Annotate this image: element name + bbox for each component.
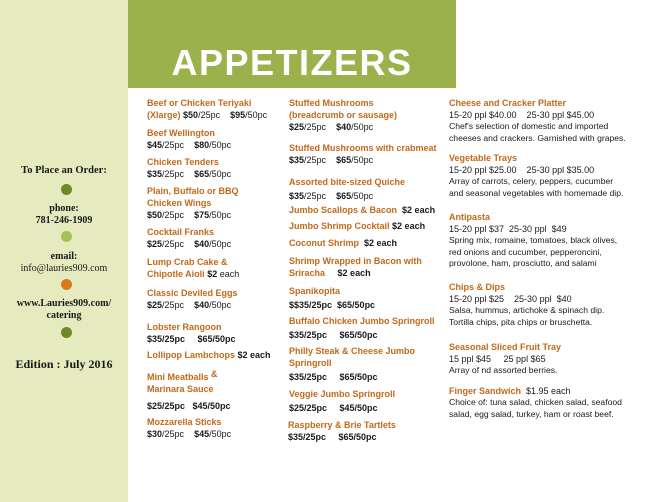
- menu-item-tenders: Chicken Tenders $35/25pc $65/50pc: [147, 157, 232, 179]
- menu-item-shrimp-cocktail: Jumbo Shrimp Cocktail $2 each: [289, 221, 426, 231]
- order-heading: To Place an Order:: [21, 165, 107, 176]
- menu-item-scallops: Jumbo Scallops & Bacon $2 each: [289, 205, 436, 215]
- edition-label: Edition : July 2016: [15, 357, 113, 371]
- menu-item-cheese-platter: Cheese and Cracker Platter 15-20 ppl $40.00 25-30 ppl $45.00 Chef's selection of domestic and imported cheeses and crackers. Garnished with grapes.: [449, 98, 626, 143]
- menu-item-franks: Cocktail Franks $25/25pc $40/50pc: [147, 227, 232, 249]
- menu-item-rangoon: Lobster Rangoon $35/25pc $65/50pc: [147, 322, 236, 344]
- email-label: email:: [50, 251, 78, 262]
- menu-item-buffalo-springroll: Buffalo Chicken Jumbo Springroll $35/25pc $65/50pc: [289, 316, 435, 340]
- menu-item-quiche: Assorted bite-sized Quiche $35/25pc $65/50pc: [289, 177, 406, 201]
- menu-item-coconut-shrimp: Coconut Shrimp $2 each: [289, 238, 398, 248]
- menu-item-vegetable-trays: Vegetable Trays 15-20 ppl $25.00 25-30 ppl $35.00 Array of carrots, celery, peppers, cucumber and seasonal vegetables with homemade dip.: [449, 153, 624, 198]
- menu-item-crab-cake: Lump Crab Cake & Chipotle Aioli $2 each: [147, 257, 240, 279]
- menu-item-teriyaki: Beef or Chicken Teriyaki (Xlarge) $50/25pc $95/50pc: [147, 98, 268, 120]
- bullet-dot-icon: [61, 184, 72, 195]
- website-link-line1[interactable]: www.Lauries909.com/: [16, 298, 112, 309]
- menu-item-shrimp-bacon: Shrimp Wrapped in Bacon with Sriracha $2 each: [289, 256, 422, 278]
- menu-item-mozzarella: Mozzarella Sticks $30/25pc $45/50pc: [147, 417, 232, 439]
- menu-item-spanikopita: Spanikopita $$35/25pc $65/50pc: [289, 286, 376, 310]
- bullet-dot-icon: [61, 279, 72, 290]
- menu-item-antipasta: Antipasta 15-20 ppl $37 25-30 ppl $49 Spring mix, romaine, tomatoes, black olives, red onions and cucumber, pepperoncini, provolone, ham, prosciutto, and salami: [449, 212, 618, 268]
- phone-label: phone:: [49, 203, 79, 214]
- website-link-line2[interactable]: catering: [46, 310, 82, 321]
- email-link[interactable]: info@lauries909.com: [20, 263, 108, 274]
- bullet-dot-icon: [61, 231, 72, 242]
- menu-item-lambchops: Lollipop Lambchops $2 each: [147, 350, 271, 360]
- menu-item-wellington: Beef Wellington $45/25pc $80/50pc: [147, 128, 232, 150]
- menu-item-veggie-springroll: Veggie Jumbo Springroll $25/25pc $45/50pc: [289, 389, 396, 413]
- menu-item-stuffed-mushrooms: Stuffed Mushrooms (breadcrumb or sausage) $25/25pc $40/50pc: [289, 98, 398, 132]
- menu-item-deviled-eggs: Classic Deviled Eggs $25/25pc $40/50pc: [147, 288, 238, 310]
- menu-item-crabmeat-mushrooms: Stuffed Mushrooms with crabmeat $35/25pc $65/50pc: [289, 143, 437, 165]
- phone-number[interactable]: 781-246-1909: [35, 215, 93, 226]
- page-title: APPETIZERS: [171, 42, 413, 83]
- title-banner: [128, 0, 456, 88]
- menu-item-finger-sandwich: Finger Sandwich $1.95 each Choice of: tuna salad, chicken salad, seafood salad, egg salad, turkey, ham or roast beef.: [449, 386, 622, 419]
- menu-item-meatballs: Mini Meatballs & Marinara Sauce $25/25pc $45/50pc: [147, 369, 231, 411]
- menu-item-wings: Plain, Buffalo or BBQ Chicken Wings $50/25pc $75/50pc: [147, 186, 239, 220]
- menu-item-philly-springroll: Philly Steak & Cheese Jumbo Springroll $35/25pc $65/50pc: [289, 346, 416, 382]
- menu-item-brie-tartlets: Raspberry & Brie Tartlets $35/25pc $65/50pc: [288, 420, 396, 442]
- menu-item-fruit-tray: Seasonal Sliced Fruit Tray 15 ppl $45 25 ppl $65 Array of nd assorted berries.: [449, 342, 562, 375]
- menu-item-chips-dips: Chips & Dips 15-20 ppl $25 25-30 ppl $40 Salsa, hummus, artichoke & spinach dip. Tortilla chips, pita chips or bruschetta.: [449, 282, 605, 327]
- bullet-dot-icon: [61, 327, 72, 338]
